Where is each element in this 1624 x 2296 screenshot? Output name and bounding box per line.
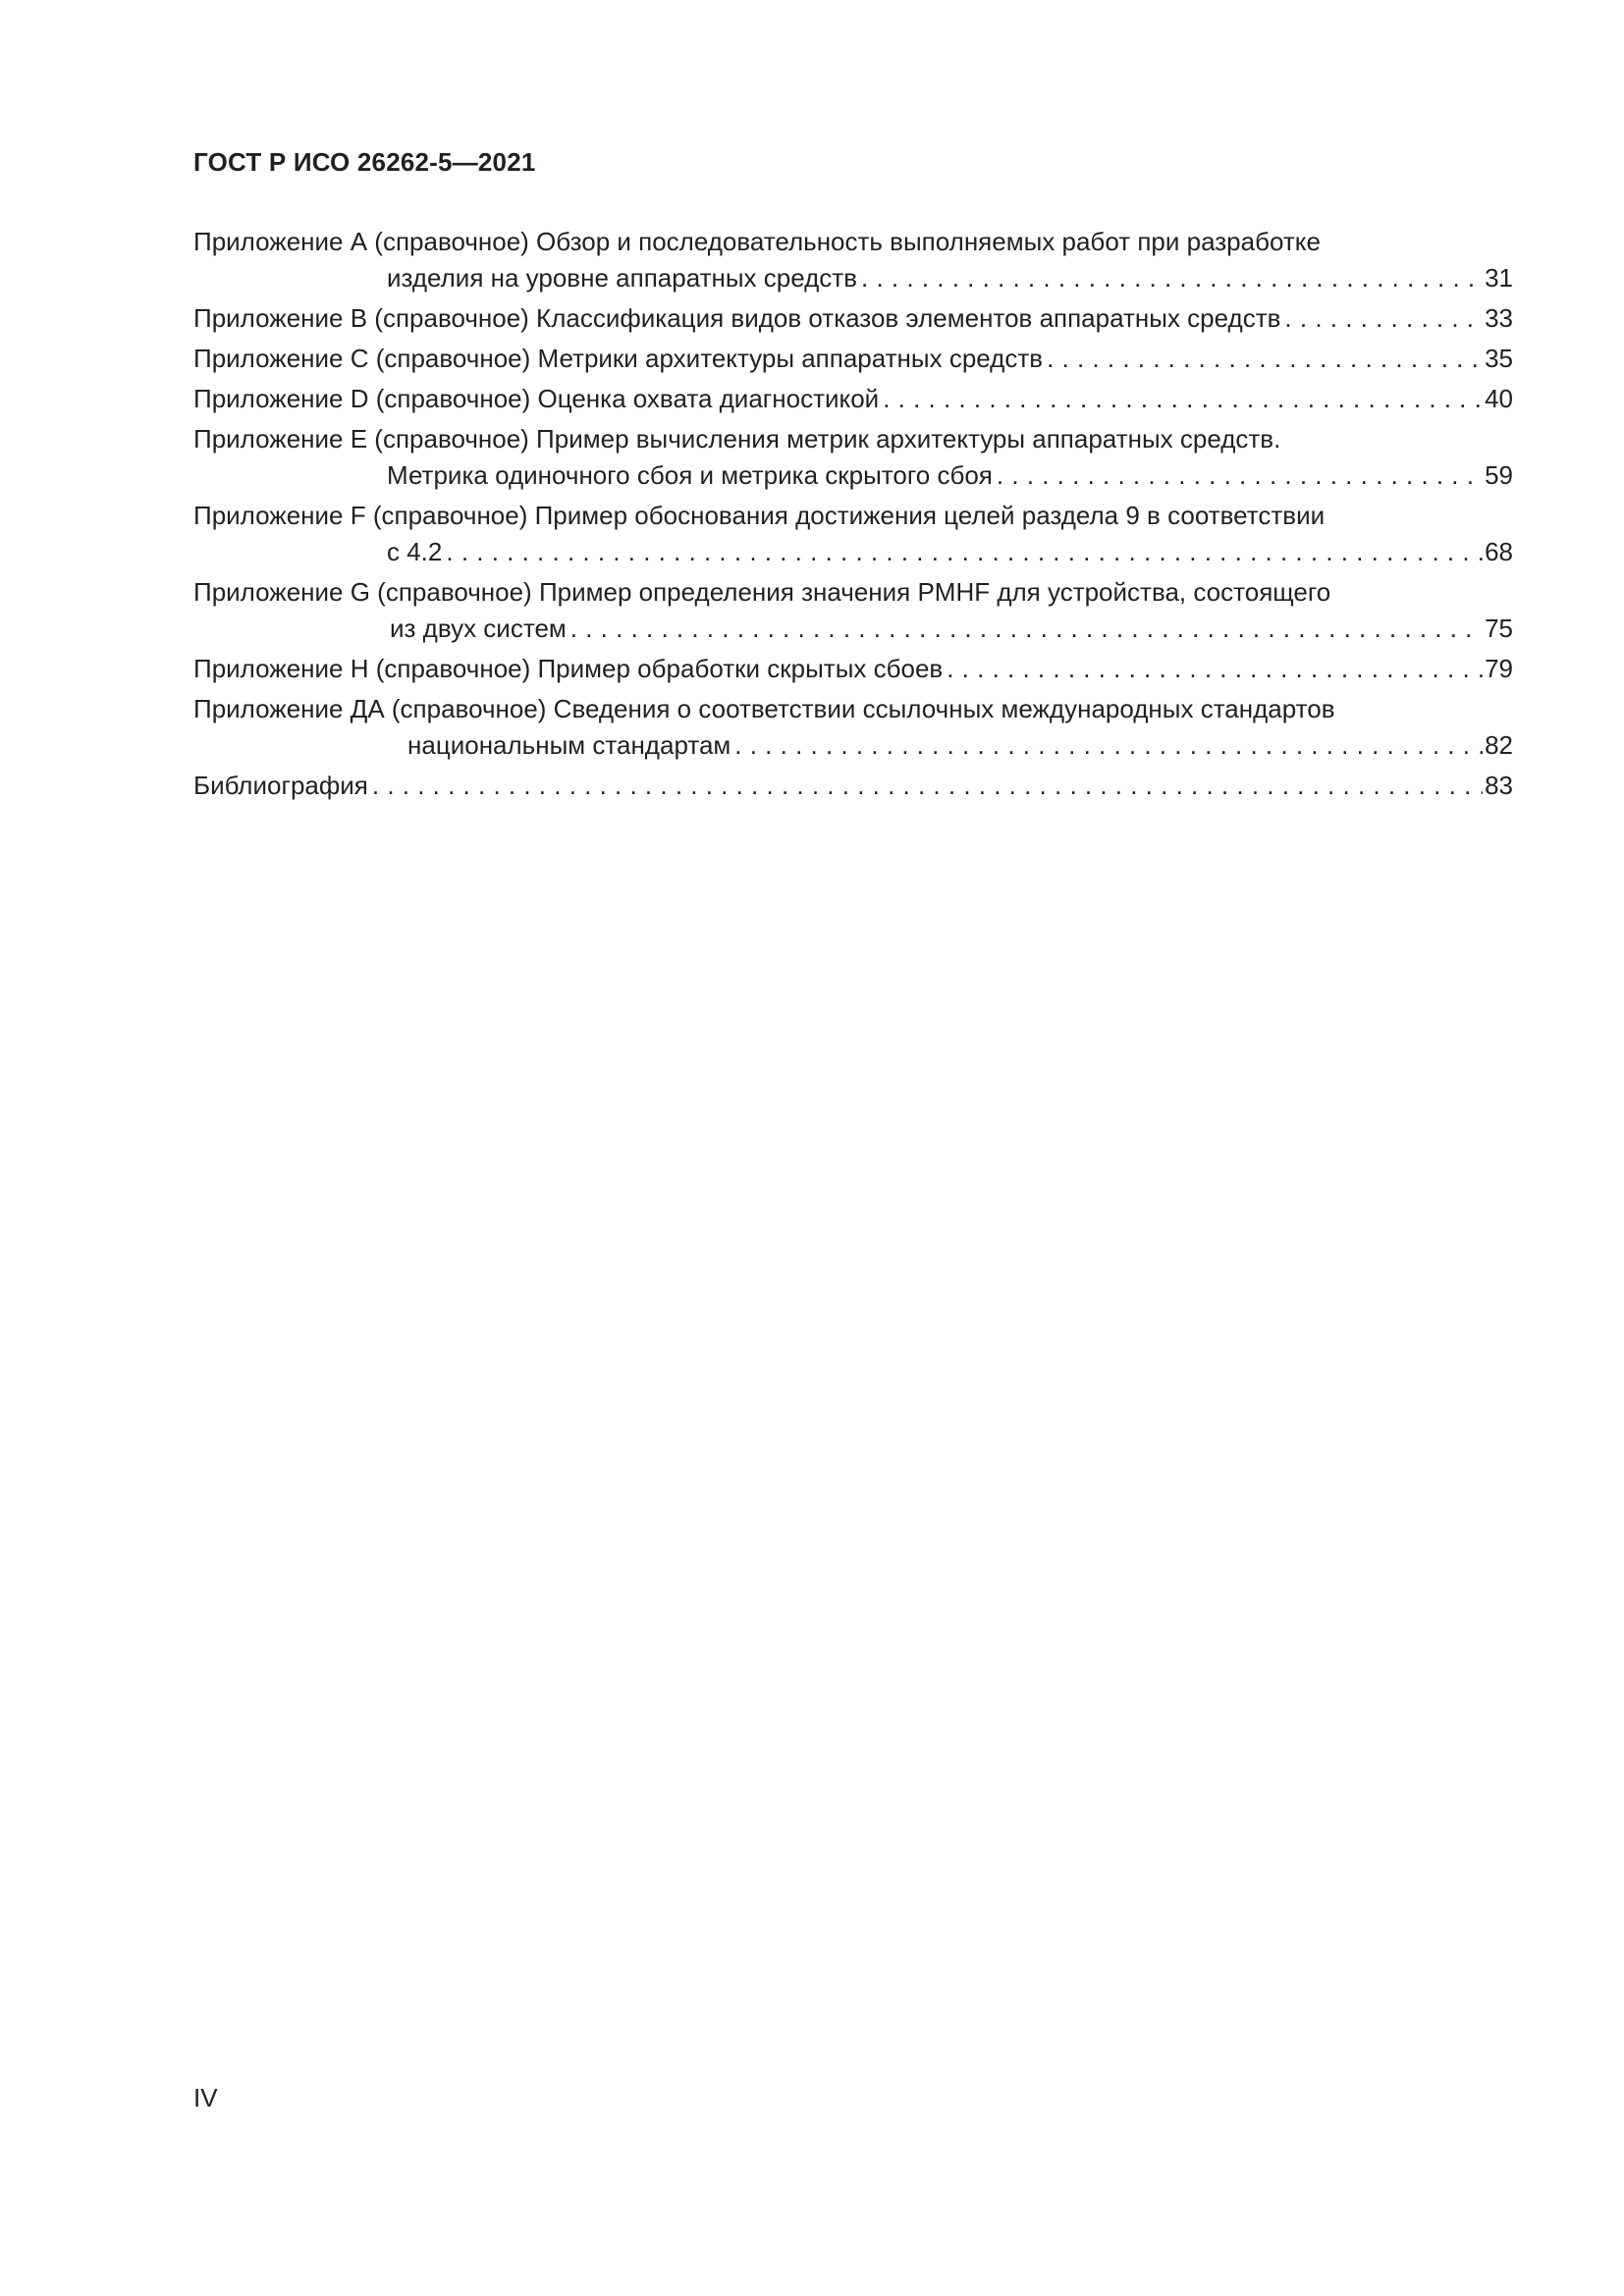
- toc-entry-appendix-b[interactable]: [193, 300, 1513, 337]
- toc-leader-dots: [446, 534, 1483, 570]
- toc-entry-appendix-da[interactable]: [193, 691, 1513, 764]
- toc-entry-title: Приложение В (справочное) Классификация видов отказов элементов аппаратных средств: [193, 303, 1281, 333]
- toc-entry-appendix-g[interactable]: [193, 574, 1513, 647]
- toc-page-number: 40: [1485, 384, 1513, 413]
- toc-entry-appendix-d[interactable]: [193, 381, 1513, 417]
- table-of-contents: [193, 224, 1513, 808]
- toc-page-number: 59: [1485, 460, 1513, 490]
- toc-entry-title-cont: национальным стандартам: [407, 730, 731, 760]
- toc-entry-title-cont: из двух систем: [390, 614, 567, 643]
- toc-entry-title: Приложение Е (справочное) Пример вычисления метрик архитектуры аппаратных средств.: [193, 424, 1281, 454]
- toc-page-number: 31: [1485, 263, 1513, 293]
- toc-page-number: 83: [1485, 771, 1513, 800]
- toc-entry-title: Приложение А (справочное) Обзор и последовательность выполняемых работ при разработке: [193, 227, 1321, 256]
- toc-page-number: 79: [1485, 654, 1513, 683]
- toc-entry-title-cont: Метрика одиночного сбоя и метрика скрытого сбоя: [387, 460, 993, 490]
- toc-entry-title: Приложение Н (справочное) Пример обработки скрытых сбоев: [193, 654, 944, 683]
- toc-entry-title: Приложение D (справочное) Оценка охвата диагностикой: [193, 384, 880, 413]
- toc-entry-appendix-h[interactable]: [193, 651, 1513, 687]
- toc-entry-title-cont: с 4.2: [387, 537, 443, 566]
- toc-entry-title-cont: изделия на уровне аппаратных средств: [387, 263, 858, 293]
- toc-page-number: 35: [1485, 344, 1513, 373]
- toc-entry-title: Приложение ДА (справочное) Сведения о соответствии ссылочных международных стандартов: [193, 694, 1335, 723]
- toc-page-number: 75: [1485, 614, 1513, 643]
- toc-entry-appendix-c[interactable]: [193, 341, 1513, 377]
- toc-leader-dots: [861, 260, 1483, 296]
- toc-entry-title: Приложение G (справочное) Пример определения значения PMHF для устройства, состоящего: [193, 577, 1331, 607]
- toc-entry-title: Приложение F (справочное) Пример обоснования достижения целей раздела 9 в соответствии: [193, 501, 1326, 530]
- page-number: IV: [193, 2083, 218, 2112]
- toc-leader-dots: [372, 768, 1483, 804]
- toc-leader-dots: [883, 381, 1483, 417]
- toc-page-number: 68: [1485, 537, 1513, 566]
- toc-entry-appendix-e[interactable]: [193, 421, 1513, 494]
- toc-leader-dots: [734, 727, 1483, 764]
- toc-page-number: 33: [1485, 303, 1513, 333]
- toc-leader-dots: [997, 457, 1483, 494]
- toc-entry-bibliography[interactable]: [193, 768, 1513, 804]
- toc-entry-appendix-f[interactable]: [193, 498, 1513, 570]
- toc-leader-dots: [1047, 341, 1483, 377]
- toc-leader-dots: [947, 651, 1483, 687]
- toc-entry-title: Библиография: [193, 771, 368, 800]
- toc-entry-appendix-a[interactable]: [193, 224, 1513, 296]
- toc-leader-dots: [570, 611, 1483, 647]
- toc-leader-dots: [1284, 300, 1483, 337]
- toc-entry-title: Приложение С (справочное) Метрики архитектуры аппаратных средств: [193, 344, 1044, 373]
- toc-page-number: 82: [1485, 730, 1513, 760]
- document-header: ГОСТ Р ИСО 26262-5—2021: [193, 147, 536, 177]
